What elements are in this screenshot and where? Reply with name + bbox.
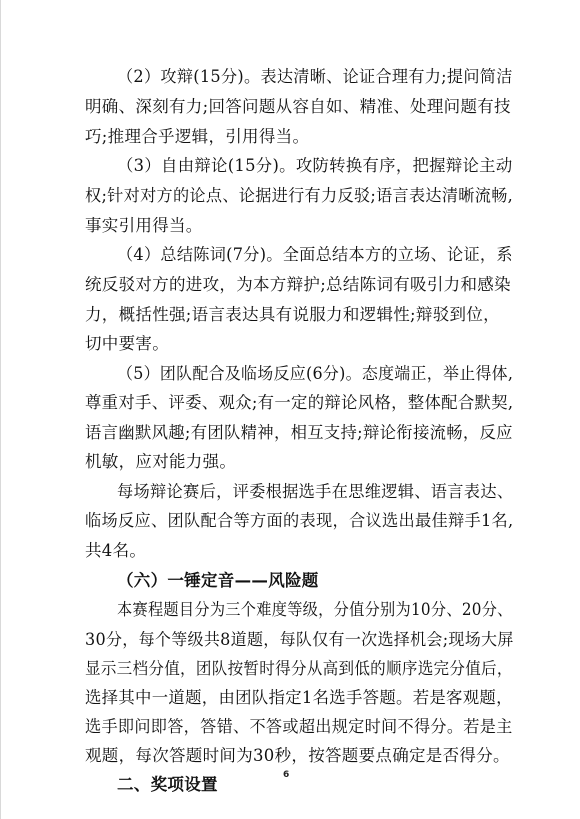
text-line: （2）攻辩(15分)。表达清晰、论证合理有力;提问简洁 [117, 67, 513, 86]
text-line: 30分，每个等级共8道题，每队仅有一次选择机会;现场大屏 [85, 630, 514, 649]
text-line: （3）自由辩论(15分)。攻防转换有序，把握辩论主动 [117, 156, 513, 175]
text-line: 事实引用得当。 [85, 216, 203, 235]
text-line: 临场反应、团队配合等方面的表现，合议选出最佳辩手1名, [85, 511, 514, 530]
text-line: 机敏，应对能力强。 [85, 452, 237, 471]
text-line: 本赛程题目分为三个难度等级，分值分别为10分、20分、 [117, 600, 513, 619]
text-line: 尊重对手、评委、观众;有一定的辩论风格，整体配合默契, [85, 393, 514, 412]
text-line: 明确、深刻有力;回答问题从容自如、精准、处理问题有技 [85, 97, 511, 116]
text-line: 共4名。 [85, 541, 147, 560]
text-line: 权;针对对方的论点、论据进行有力反驳;语言表达清晰流畅, [85, 186, 514, 205]
text-line: 统反驳对方的进攻，为本方辩护;总结陈词有吸引力和感染 [85, 275, 511, 294]
text-line: 每场辩论赛后，评委根据选手在思维逻辑、语言表达、 [117, 482, 514, 501]
text-line: 选手即问即答，答错、不答或超出规定时间不得分。若是主 [85, 717, 513, 736]
text-line: 观题，每次答题时间为30秒，按答题要点确定是否得分。 [85, 746, 510, 765]
section-heading: （六）一锤定音——风险题 [117, 571, 319, 590]
page-number: 6 [283, 770, 290, 780]
text-line: 巧;推理合乎逻辑，引用得当。 [85, 127, 310, 146]
text-line: 语言幽默风趣;有团队精神，相互支持;辩论衔接流畅，反应 [85, 423, 513, 442]
text-line: （5）团队配合及临场反应(6分)。态度端正，举止得体, [117, 364, 514, 383]
text-line: 力，概括性强;语言表达具有说服力和逻辑性;辩驳到位， [85, 305, 500, 324]
text-line: 显示三档分值，团队按暂时得分从高到低的顺序选完分值后， [85, 659, 513, 678]
text-line: 切中要害。 [85, 334, 169, 353]
section-heading-awards: 二、奖项设置 [117, 775, 218, 794]
text-line: （4）总结陈词(7分)。全面总结本方的立场、论证，系 [117, 245, 513, 264]
text-line: 选择其中一道题，由团队指定1名选手答题。若是客观题， [85, 688, 513, 707]
